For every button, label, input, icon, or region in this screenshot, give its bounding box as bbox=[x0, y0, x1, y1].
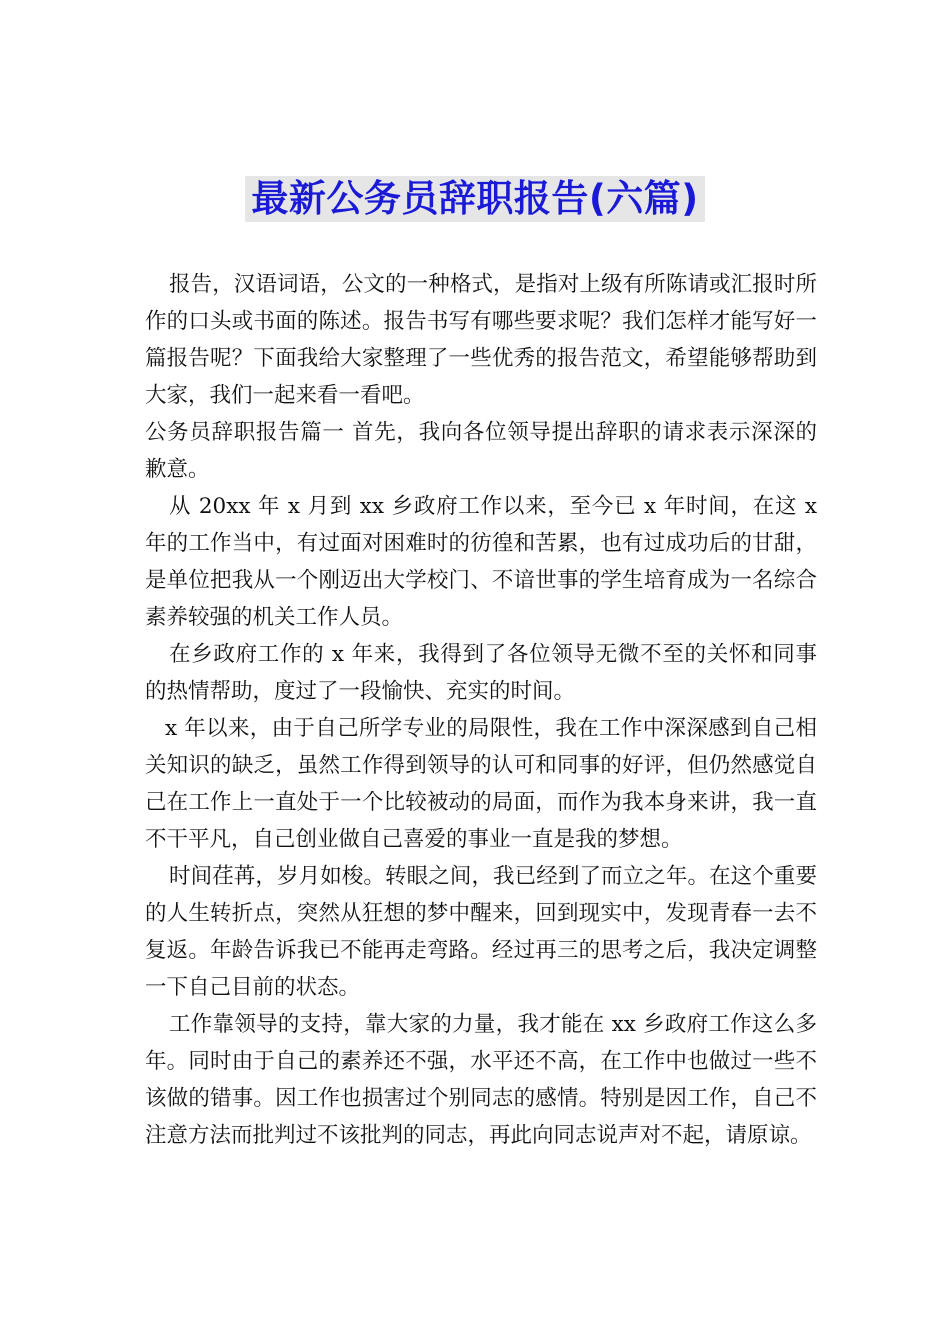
title-container bbox=[0, 176, 950, 222]
paragraph-2: 从 20xx 年 x 月到 xx 乡政府工作以来，至今已 x 年时间，在这 x 年的工作当中，有过面对困难时的彷徨和苦累，也有过成功后的甘甜，是单位把我从一个刚迈出大学校门、不谙世事的学生培育成为一名综合素养较强的机关工作人员。 bbox=[145, 494, 817, 630]
paragraph-3: 在乡政府工作的 x 年来，我得到了各位领导无微不至的关怀和同事的热情帮助，度过了一段愉快、充实的时间。 bbox=[145, 642, 817, 704]
paragraph-intro: 报告，汉语词语，公文的一种格式，是指对上级有所陈请或汇报时所作的口头或书面的陈述。报告书写有哪些要求呢？我们怎样才能写好一篇报告呢？下面我给大家整理了一些优秀的报告范文，希望能够帮助到大家，我们一起来看一看吧。 bbox=[145, 272, 817, 408]
paragraph-6: 工作靠领导的支持，靠大家的力量，我才能在 xx 乡政府工作这么多年。同时由于自己的素养还不强，水平还不高，在工作中也做过一些不该做的错事。因工作也损害过个别同志的感情。特别是因工作，自己不注意方法而批判过不该批判的同志，再此向同志说声对不起，请原谅。 bbox=[145, 1012, 817, 1148]
paragraph-heading-1: 公务员辞职报告篇一 首先，我向各位领导提出辞职的请求表示深深的歉意。 bbox=[145, 420, 817, 482]
paragraph-5: 时间荏苒，岁月如梭。转眼之间，我已经到了而立之年。在这个重要的人生转折点，突然从狂想的梦中醒来，回到现实中，发现青春一去不复返。年龄告诉我已不能再走弯路。经过再三的思考之后，我决定调整一下自己目前的状态。 bbox=[145, 864, 817, 1000]
paragraph-4: x 年以来，由于自己所学专业的局限性，我在工作中深深感到自己相关知识的缺乏，虽然工作得到领导的认可和同事的好评，但仍然感觉自己在工作上一直处于一个比较被动的局面，而作为我本身来讲，我一直不干平凡，自己创业做自己喜爱的事业一直是我的梦想。 bbox=[145, 716, 817, 852]
document-body bbox=[145, 266, 817, 1154]
document-title: 最新公务员辞职报告(六篇) bbox=[245, 176, 704, 222]
